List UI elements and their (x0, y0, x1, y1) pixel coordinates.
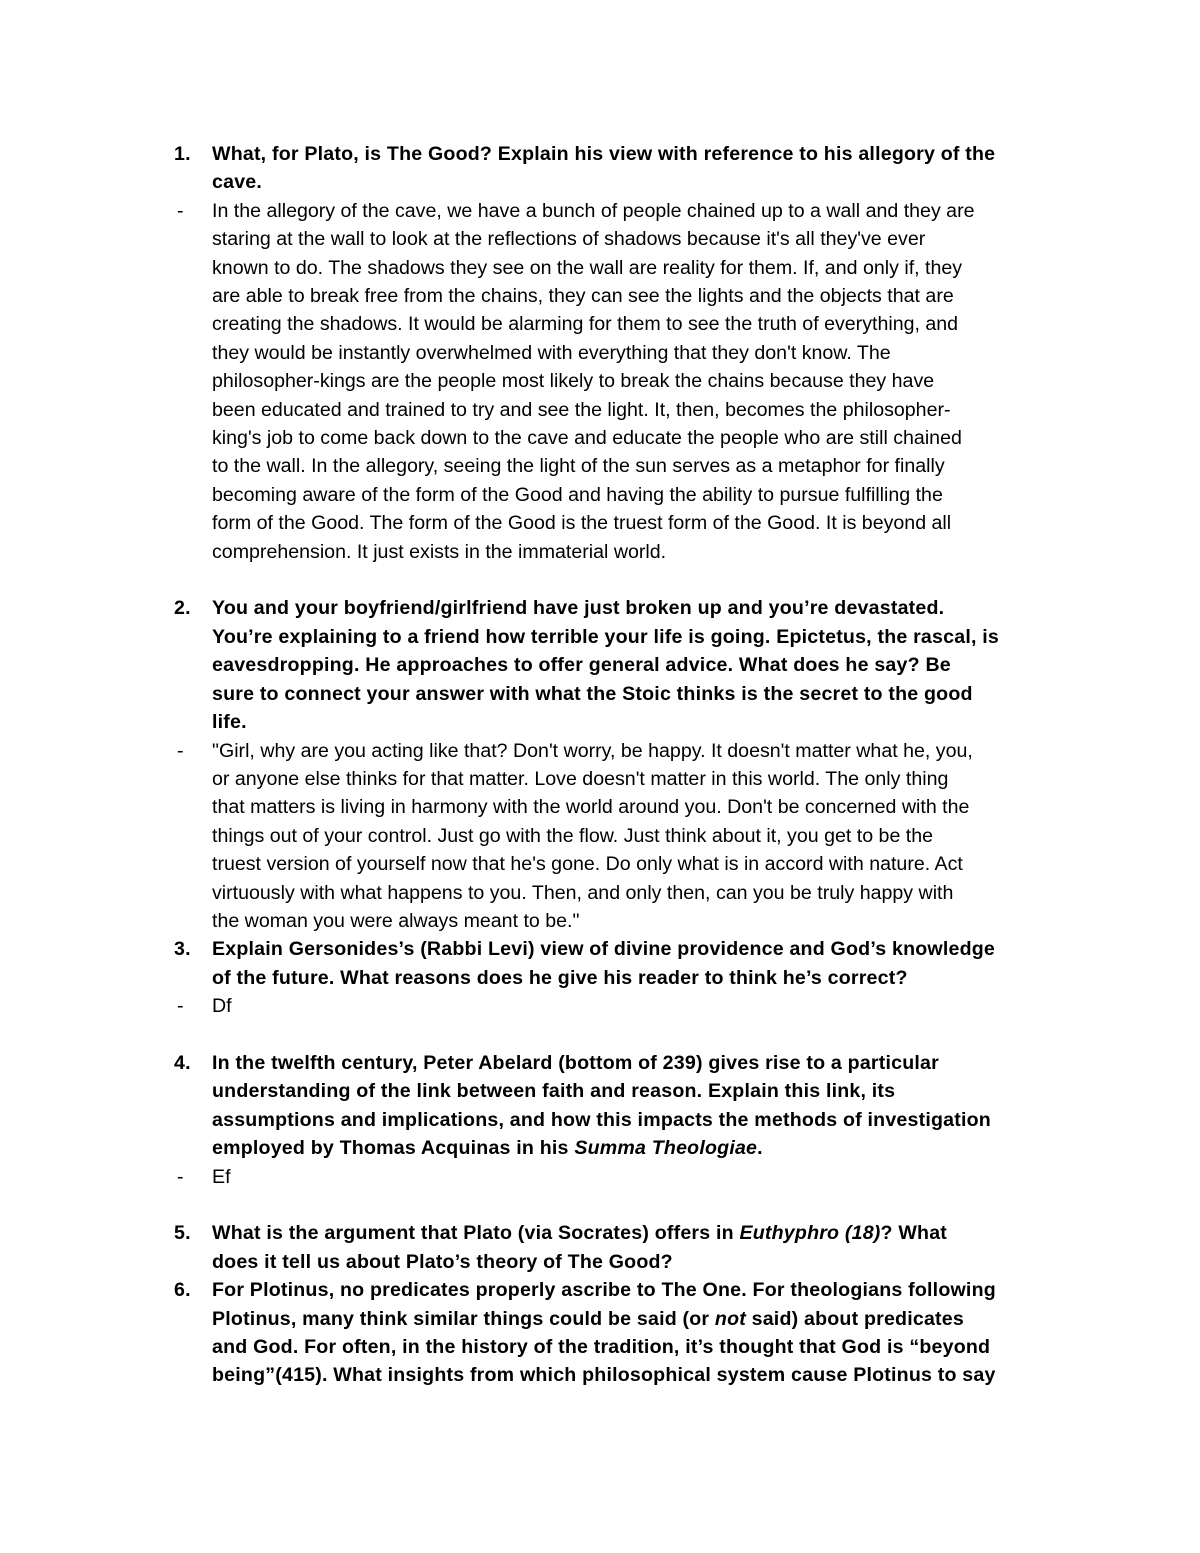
question-line: does it tell us about Plato’s theory of The Good? (212, 1250, 673, 1273)
answer-line: In the allegory of the cave, we have a bunch of people chained up to a wall and they are (212, 199, 975, 222)
question-line: and God. For often, in the history of the tradition, it’s thought that God is “beyond (212, 1336, 991, 1359)
question-text: said) about predicates (745, 1307, 964, 1330)
question-line: life. (212, 711, 247, 734)
answer-line: are able to break free from the chains, they can see the lights and the objects that are (212, 285, 954, 308)
question-1 (0, 140, 1060, 197)
question-line: understanding of the link between faith and reason. Explain this link, its (212, 1080, 896, 1103)
book-title: Euthyphro (18) (739, 1222, 881, 1245)
blank-line (0, 566, 1200, 594)
question-text: employed by Thomas Acquinas in his (212, 1137, 575, 1160)
question-number: 1. (174, 143, 191, 165)
question-line: being”(415). What insights from which philosophical system cause Plotinus to say (212, 1364, 996, 1387)
question-number: 2. (174, 597, 191, 620)
book-title: Summa Theologiae (574, 1137, 758, 1160)
answer-line: Ef (212, 1165, 231, 1188)
emphasis: not (714, 1307, 746, 1330)
answer-3 (0, 992, 1060, 1020)
answer-line: or anyone else thinks for that matter. Love doesn't matter in this world. The only thing (212, 767, 949, 790)
question-line: In the twelfth century, Peter Abelard (bottom of 239) gives rise to a particular (212, 1051, 939, 1074)
question-line: of the future. What reasons does he give his reader to think he’s correct? (212, 966, 908, 989)
answer-line: staring at the wall to look at the reflections of shadows because it's all they've ever (212, 228, 926, 251)
question-line (212, 1305, 1060, 1333)
answer-line: Df (212, 995, 232, 1018)
answer-line: they would be instantly overwhelmed with everything that they don't know. The (212, 341, 891, 364)
answer-bullet: - (177, 995, 184, 1018)
blank-line (0, 1191, 1200, 1219)
question-line: For Plotinus, no predicates properly ascribe to The One. For theologians following (212, 1279, 996, 1302)
question-3 (0, 935, 1060, 992)
answer-2 (0, 737, 1060, 936)
question-line (212, 1134, 1060, 1162)
blank-line (0, 1021, 1200, 1049)
question-number: 5. (174, 1222, 191, 1245)
question-line: What, for Plato, is The Good? Explain his view with reference to his allegory of the (212, 143, 996, 165)
answer-bullet: - (177, 739, 184, 762)
question-line: cave. (212, 171, 263, 194)
question-2 (0, 594, 1060, 736)
answer-line: to the wall. In the allegory, seeing the light of the sun serves as a metaphor for finally (212, 455, 945, 478)
answer-line: the woman you were always meant to be." (212, 909, 580, 932)
answer-line: been educated and trained to try and see the light. It, then, becomes the philosopher- (212, 398, 951, 421)
question-line (212, 1219, 1060, 1247)
question-number: 4. (174, 1051, 191, 1074)
answer-bullet: - (177, 199, 184, 222)
answer-line: known to do. The shadows they see on the wall are reality for them. If, and only if, they (212, 256, 963, 279)
answer-line: things out of your control. Just go with the flow. Just think about it, you get to be the (212, 824, 934, 847)
question-text: Plotinus, many think similar things could be said (or (212, 1307, 715, 1330)
question-text: . (757, 1137, 763, 1160)
question-text: ? What (880, 1222, 948, 1245)
answer-line: becoming aware of the form of the Good and having the ability to pursue fulfilling the (212, 483, 943, 506)
answer-1 (0, 197, 1060, 566)
answer-4 (0, 1163, 1060, 1191)
question-line: You’re explaining to a friend how terrible your life is going. Epictetus, the rascal, is (212, 625, 999, 648)
answer-line: comprehension. It just exists in the immaterial world. (212, 540, 667, 563)
question-text: What is the argument that Plato (via Socrates) offers in (212, 1222, 740, 1245)
answer-line: form of the Good. The form of the Good is the truest form of the Good. It is beyond all (212, 512, 952, 535)
question-line: assumptions and implications, and how this impacts the methods of investigation (212, 1108, 991, 1131)
answer-line: king's job to come back down to the cave and educate the people who are still chained (212, 427, 962, 450)
question-line: eavesdropping. He approaches to offer general advice. What does he say? Be (212, 654, 951, 677)
answer-line: creating the shadows. It would be alarming for them to see the truth of everything, and (212, 313, 959, 336)
question-6 (0, 1276, 1060, 1390)
answer-line: that matters is living in harmony with the world around you. Don't be concerned with the (212, 796, 970, 819)
answer-line: virtuously with what happens to you. Then, and only then, can you be truly happy with (212, 881, 954, 904)
question-number: 3. (174, 938, 191, 961)
answer-line: philosopher-kings are the people most likely to break the chains because they have (212, 370, 935, 393)
answer-line: truest version of yourself now that he's gone. Do only what is in accord with nature. Act (212, 853, 963, 876)
question-number: 6. (174, 1279, 191, 1302)
question-line: Explain Gersonides’s (Rabbi Levi) view of divine providence and God’s knowledge (212, 938, 996, 961)
question-line: sure to connect your answer with what the Stoic thinks is the secret to the good (212, 682, 973, 705)
answer-bullet: - (177, 1165, 184, 1188)
document-page (0, 140, 1200, 1390)
question-5 (0, 1219, 1060, 1276)
question-4 (0, 1049, 1060, 1163)
question-line: You and your boyfriend/girlfriend have just broken up and you’re devastated. (212, 597, 945, 620)
answer-line: "Girl, why are you acting like that? Don't worry, be happy. It doesn't matter what he, you, (212, 739, 973, 762)
